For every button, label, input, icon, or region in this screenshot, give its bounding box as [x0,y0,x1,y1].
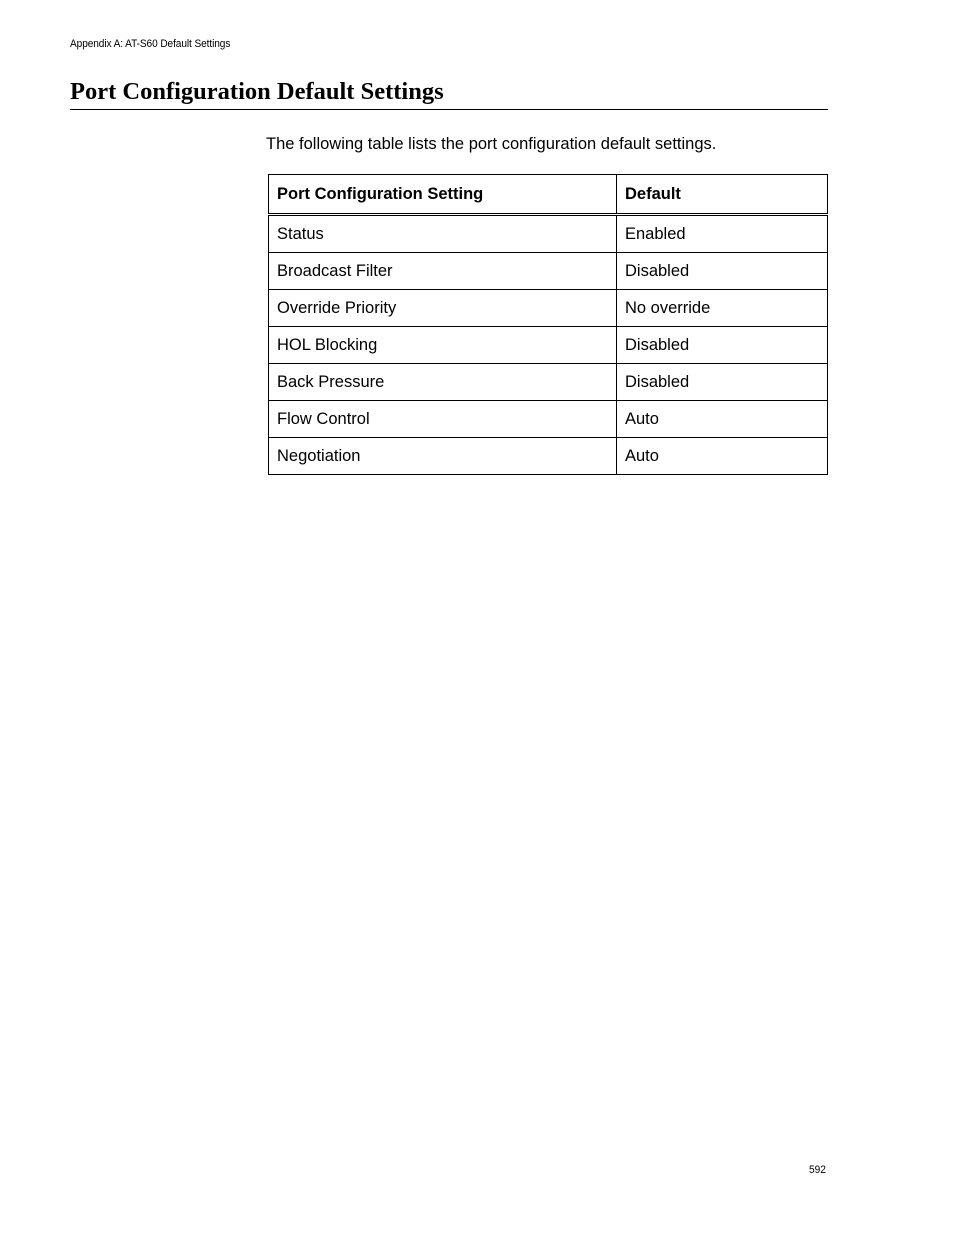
default-cell: Auto [617,438,828,475]
default-cell: Disabled [617,253,828,290]
setting-cell: Back Pressure [269,364,617,401]
column-header-setting: Port Configuration Setting [269,175,617,215]
setting-cell: Override Priority [269,290,617,327]
default-cell: No override [617,290,828,327]
column-header-default: Default [617,175,828,215]
running-header: Appendix A: AT-S60 Default Settings [70,38,231,50]
table-row [269,401,828,438]
table-row [269,290,828,327]
default-cell: Enabled [617,215,828,253]
default-cell: Disabled [617,364,828,401]
intro-paragraph: The following table lists the port configuration default settings. [266,135,717,153]
setting-cell: Broadcast Filter [269,253,617,290]
table-row [269,215,828,253]
table-row [269,438,828,475]
settings-table [268,174,828,475]
default-cell: Disabled [617,327,828,364]
page-number: 592 [809,1164,826,1176]
table-row [269,364,828,401]
setting-cell: HOL Blocking [269,327,617,364]
setting-cell: Negotiation [269,438,617,475]
setting-cell: Flow Control [269,401,617,438]
page-title: Port Configuration Default Settings [70,76,828,110]
table-header-row [269,175,828,215]
default-cell: Auto [617,401,828,438]
table-row [269,253,828,290]
setting-cell: Status [269,215,617,253]
table-row [269,327,828,364]
